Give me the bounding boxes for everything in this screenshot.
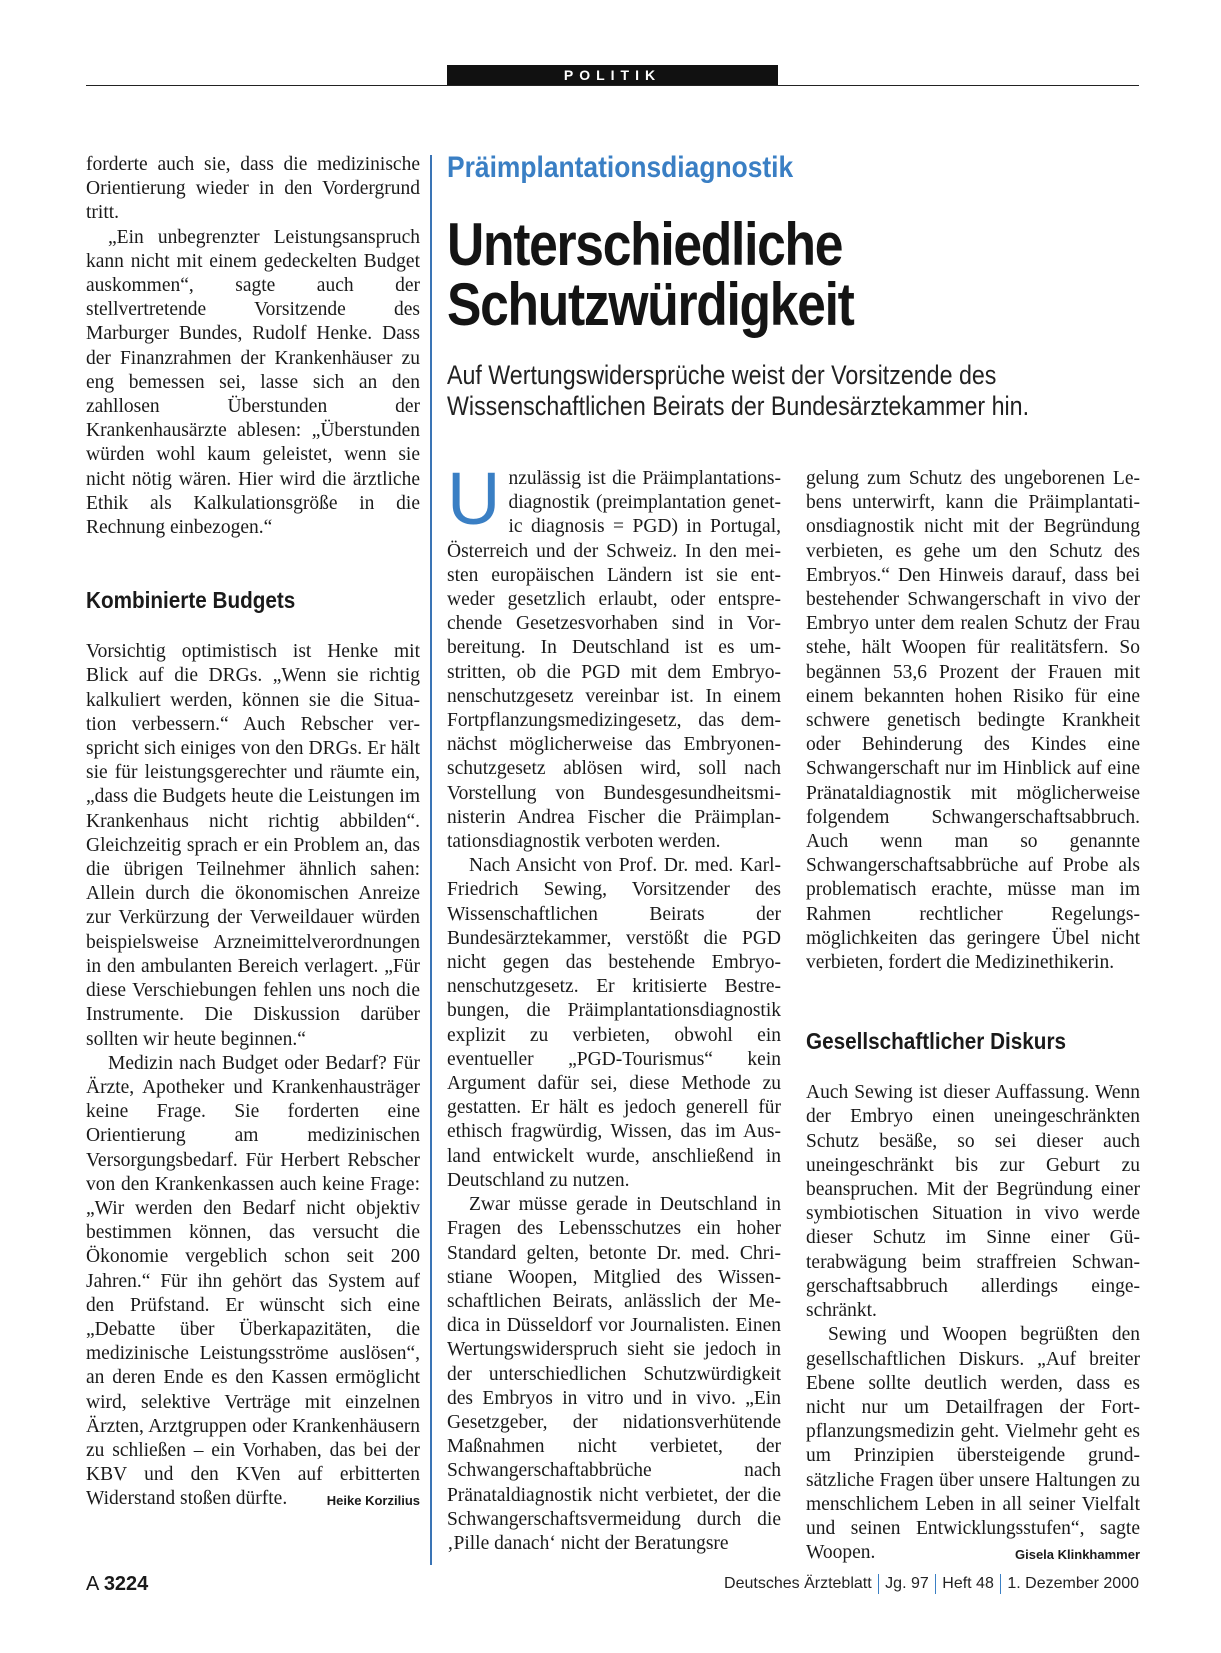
column-divider bbox=[430, 155, 432, 1565]
left-paragraph: „Ein unbegrenzter Leistungsanspruch kann nicht mit einem gedeckelten Budget auskommen“, sagte auch der stellvertretende Vorsitzende des Marburger Bundes, Rudolf Henke. Dass der Finanzrahmen der Krankenhäuser zu eng bemessen sei, lasse sich an den zahllosen Überstunden der Krankenhausärzte ablesen: „Überstunden würden wohl kaum geleistet, wenn sie nicht nötig wären. Hier wird die ärztliche Ethik als Kalkulationsgröße in die Rechnung einbezogen.“ bbox=[86, 226, 420, 539]
article-headline bbox=[447, 211, 1066, 338]
article-paragraph-last bbox=[806, 1323, 1140, 1565]
page-number bbox=[86, 1570, 148, 1598]
article-standfirst bbox=[447, 360, 1101, 422]
footer-separator bbox=[935, 1574, 937, 1594]
page-number-value: 3224 bbox=[103, 1573, 149, 1595]
article-paragraph: gelung zum Schutz des ungeborenen Lebens unterwirft, kann die Präimplantationsdiagnostik nicht mit der Begründung verbieten, es gehe um den Schutz des Embryos.“ Den Hinweis darauf, dass bei bestehender Schwangerschaft in vivo der Embryo unter dem realen Schutz der Frau stehe, hält Woopen für realitätsfern. So begännen 53,6 Prozent der Frauen mit einem bekannten hohen Risiko für eine schwere genetisch bedingte Krankheit oder Behinderung des Kindes eine Schwangerschaft nur im Hinblick auf eine Pränataldiagnostik mit möglicherweise folgendem Schwangerschaftsabbruch. Auch wenn man so genannte Schwangerschaftsabbrüche auf Probe als problematisch erachte, müsse man im Rahmen rechtlicher Regelungsmöglichkeiten das geringere Übel nicht verbieten, fordert die Medizinethikerin. bbox=[806, 468, 1140, 974]
article-paragraph: Auch Sewing ist dieser Auffassung. Wenn der Embryo einen uneingeschränkten Schutz besäße, so sei dieser auch uneingeschränkt bis zur Geburt zu beanspruchen. Mit der Begründung einer symbiotischen Situation in vivo werde dieser Schutz im Sinne einer Güterabwägung beim straffreien Schwangerschaftsabbruch allerdings eingeschränkt. bbox=[806, 1082, 1140, 1322]
page-prefix: A bbox=[86, 1573, 99, 1595]
footer-separator bbox=[878, 1574, 880, 1594]
journal-volume: Jg. 97 bbox=[885, 1575, 929, 1592]
left-paragraph: forderte auch sie, dass die medizinische Orientierung wieder in den Vordergrund tritt. bbox=[86, 154, 420, 224]
author-byline: Heike Korzilius bbox=[326, 1493, 420, 1509]
subhead-gesellschaftlicher-diskurs: Gesellschaftlicher Diskurs bbox=[806, 1028, 1067, 1055]
author-byline: Gisela Klinkhammer bbox=[1015, 1547, 1140, 1563]
article-paragraph-text: Sewing und Woopen begrüßten den gesellschaftlichen Diskurs. „Auf breiter Ebene sollte deutlich werden, dass es nicht nur um Detailfragen der Fortpflanzungsmedizin geht. Vielmehr geht es um Prinzipien übersteigende grundsätzliche Fragen über unsere Haltungen zu menschlichem Leben in all seiner Vielfalt und seinen Entwicklungsstufen“, sagte Woopen. bbox=[806, 1324, 1140, 1564]
top-rule bbox=[86, 85, 1139, 86]
left-paragraph: Vorsichtig optimistisch ist Henke mit Blick auf die DRGs. „Wenn sie richtig kalkuliert werden, können sie die Situation verbessern.“ Auch Rebscher verspricht sich einiges von den DRGs. Er hält sie für leistungsgerechter und räumte ein, „dass die Budgets heute die Leistungen im Krankenhaus nicht richtig abbilden“. Gleichzeitig sprach er ein Problem an, das die übrigen Teilnehmer ähnlich sahen: Allein durch die ökonomischen Anreize zur Verkürzung der Verweildauer würden beispielsweise Arzneimittelverordnungen in den ambulanten Bereich verlagert. „Für diese Verschiebungen fehlen uns noch die Instrumente. Die Diskussion darüber sollten wir heute beginnen.“ bbox=[86, 641, 420, 1050]
journal-name: Deutsches Ärzteblatt bbox=[724, 1575, 872, 1592]
drop-cap: U bbox=[447, 457, 501, 540]
footer-separator bbox=[1000, 1574, 1002, 1594]
headline-line: Schutzwürdigkeit bbox=[447, 271, 854, 338]
article-kicker: Präimplantationsdiagnostik bbox=[447, 151, 794, 184]
journal-footer bbox=[724, 1573, 1139, 1595]
journal-date: 1. Dezember 2000 bbox=[1007, 1575, 1139, 1592]
subhead-kombinierte-budgets: Kombinierte Budgets bbox=[86, 587, 296, 614]
standfirst-line: Auf Wertungswidersprüche weist der Vorsitzende des bbox=[447, 360, 997, 390]
journal-issue: Heft 48 bbox=[942, 1575, 994, 1592]
article-paragraph-text: nzulässig ist die Präimplantationsdiagnostik (preimplantation genetic diagnosis = PGD) in Portugal, Österreich und der Schweiz. In den meisten europäischen Ländern ist sie entweder gesetzlich erlaubt, oder entsprechende Gesetzesvorhaben sind in Vorbereitung. In Deutschland ist es umstritten, ob die PGD mit dem Embryonenschutzgesetz vereinbar ist. In einem Fortpflanzungsmedizingesetz, das demnächst möglicherweise das Embryonenschutzgesetz ablösen wird, soll nach Vorstellung von Bundesgesundheitsministerin Andrea Fischer die Präimplantationsdiagnostik verboten werden. bbox=[447, 468, 781, 853]
left-paragraph-text: Medizin nach Budget oder Bedarf? Für Ärzte, Apotheker und Krankenhausträger keine Frage. Sie forderten eine Orientierung am medizinischen Versorgungsbedarf. Für Herbert Rebscher von den Krankenkassen auch keine Frage: „Wir werden den Bedarf nicht objektiv bestimmen können, das versucht die Ökonomie vergeblich schon seit 200 Jahren.“ Für ihn gehört das System auf den Prüfstand. Er wünscht sich eine „Debatte über Überkapazitäten, die medizinische Leistungsströme auslösen“, an deren Ende es den Kassen ermöglicht wird, selektive Verträge mit einzelnen Ärzten, Arztgruppen oder Krankenhäusern zu schließen – ein Vorhaben, das bei der KBV und den KVen auf erbitterten Widerstand stoßen dürfte. bbox=[86, 1052, 420, 1510]
right-column bbox=[806, 467, 1140, 1567]
section-rubric: POLITIK bbox=[447, 65, 778, 85]
headline-line: Unterschiedliche bbox=[447, 211, 843, 278]
left-paragraph-last bbox=[86, 1052, 420, 1512]
standfirst-line: Wissenschaftlichen Beirats der Bundesärztekammer hin. bbox=[447, 391, 1030, 421]
article-paragraph: Zwar müsse gerade in Deutschland in Fragen des Lebensschutzes ein hoher Standard gelten, betonte Dr. med. Christiane Woopen, Mitglied des Wissenschaftlichen Beirats, anlässlich der Medica in Düsseldorf vor Journalisten. Einen Wertungswiderspruch sieht sie jedoch in der unterschiedlichen Schutzwürdigkeit des Embryos in vitro und in vivo. „Ein Gesetzgeber, der nidationsverhütende Maßnahmen nicht verbietet, der Schwangerschaftabbrüche nach Pränataldiagnostik nicht verbietet, der die Schwangerschaftsvermeidung durch die ‚Pille danach‘ nicht der Beratungsre bbox=[447, 1194, 781, 1554]
article-paragraph bbox=[447, 457, 781, 854]
middle-column bbox=[447, 457, 781, 1556]
left-column bbox=[86, 153, 420, 1513]
article-paragraph: Nach Ansicht von Prof. Dr. med. Karl-Friedrich Sewing, Vorsitzender des Wissenschaftlichen Beirats der Bundesärztekammer, verstößt die PGD nicht gegen das bestehende Embryonenschutzgesetz. Er kritisierte Bestrebungen, die Präimplantationsdiagnostik explizit zu verbieten, obwohl ein eventueller „PGD-Tourismus“ kein Argument dafür sei, diese Methode zu gestatten. Er hält es jedoch generell für ethisch fragwürdig, Wissen, das im Ausland entwickelt wurde, anschließend in Deutschland zu nutzen. bbox=[447, 855, 781, 1191]
